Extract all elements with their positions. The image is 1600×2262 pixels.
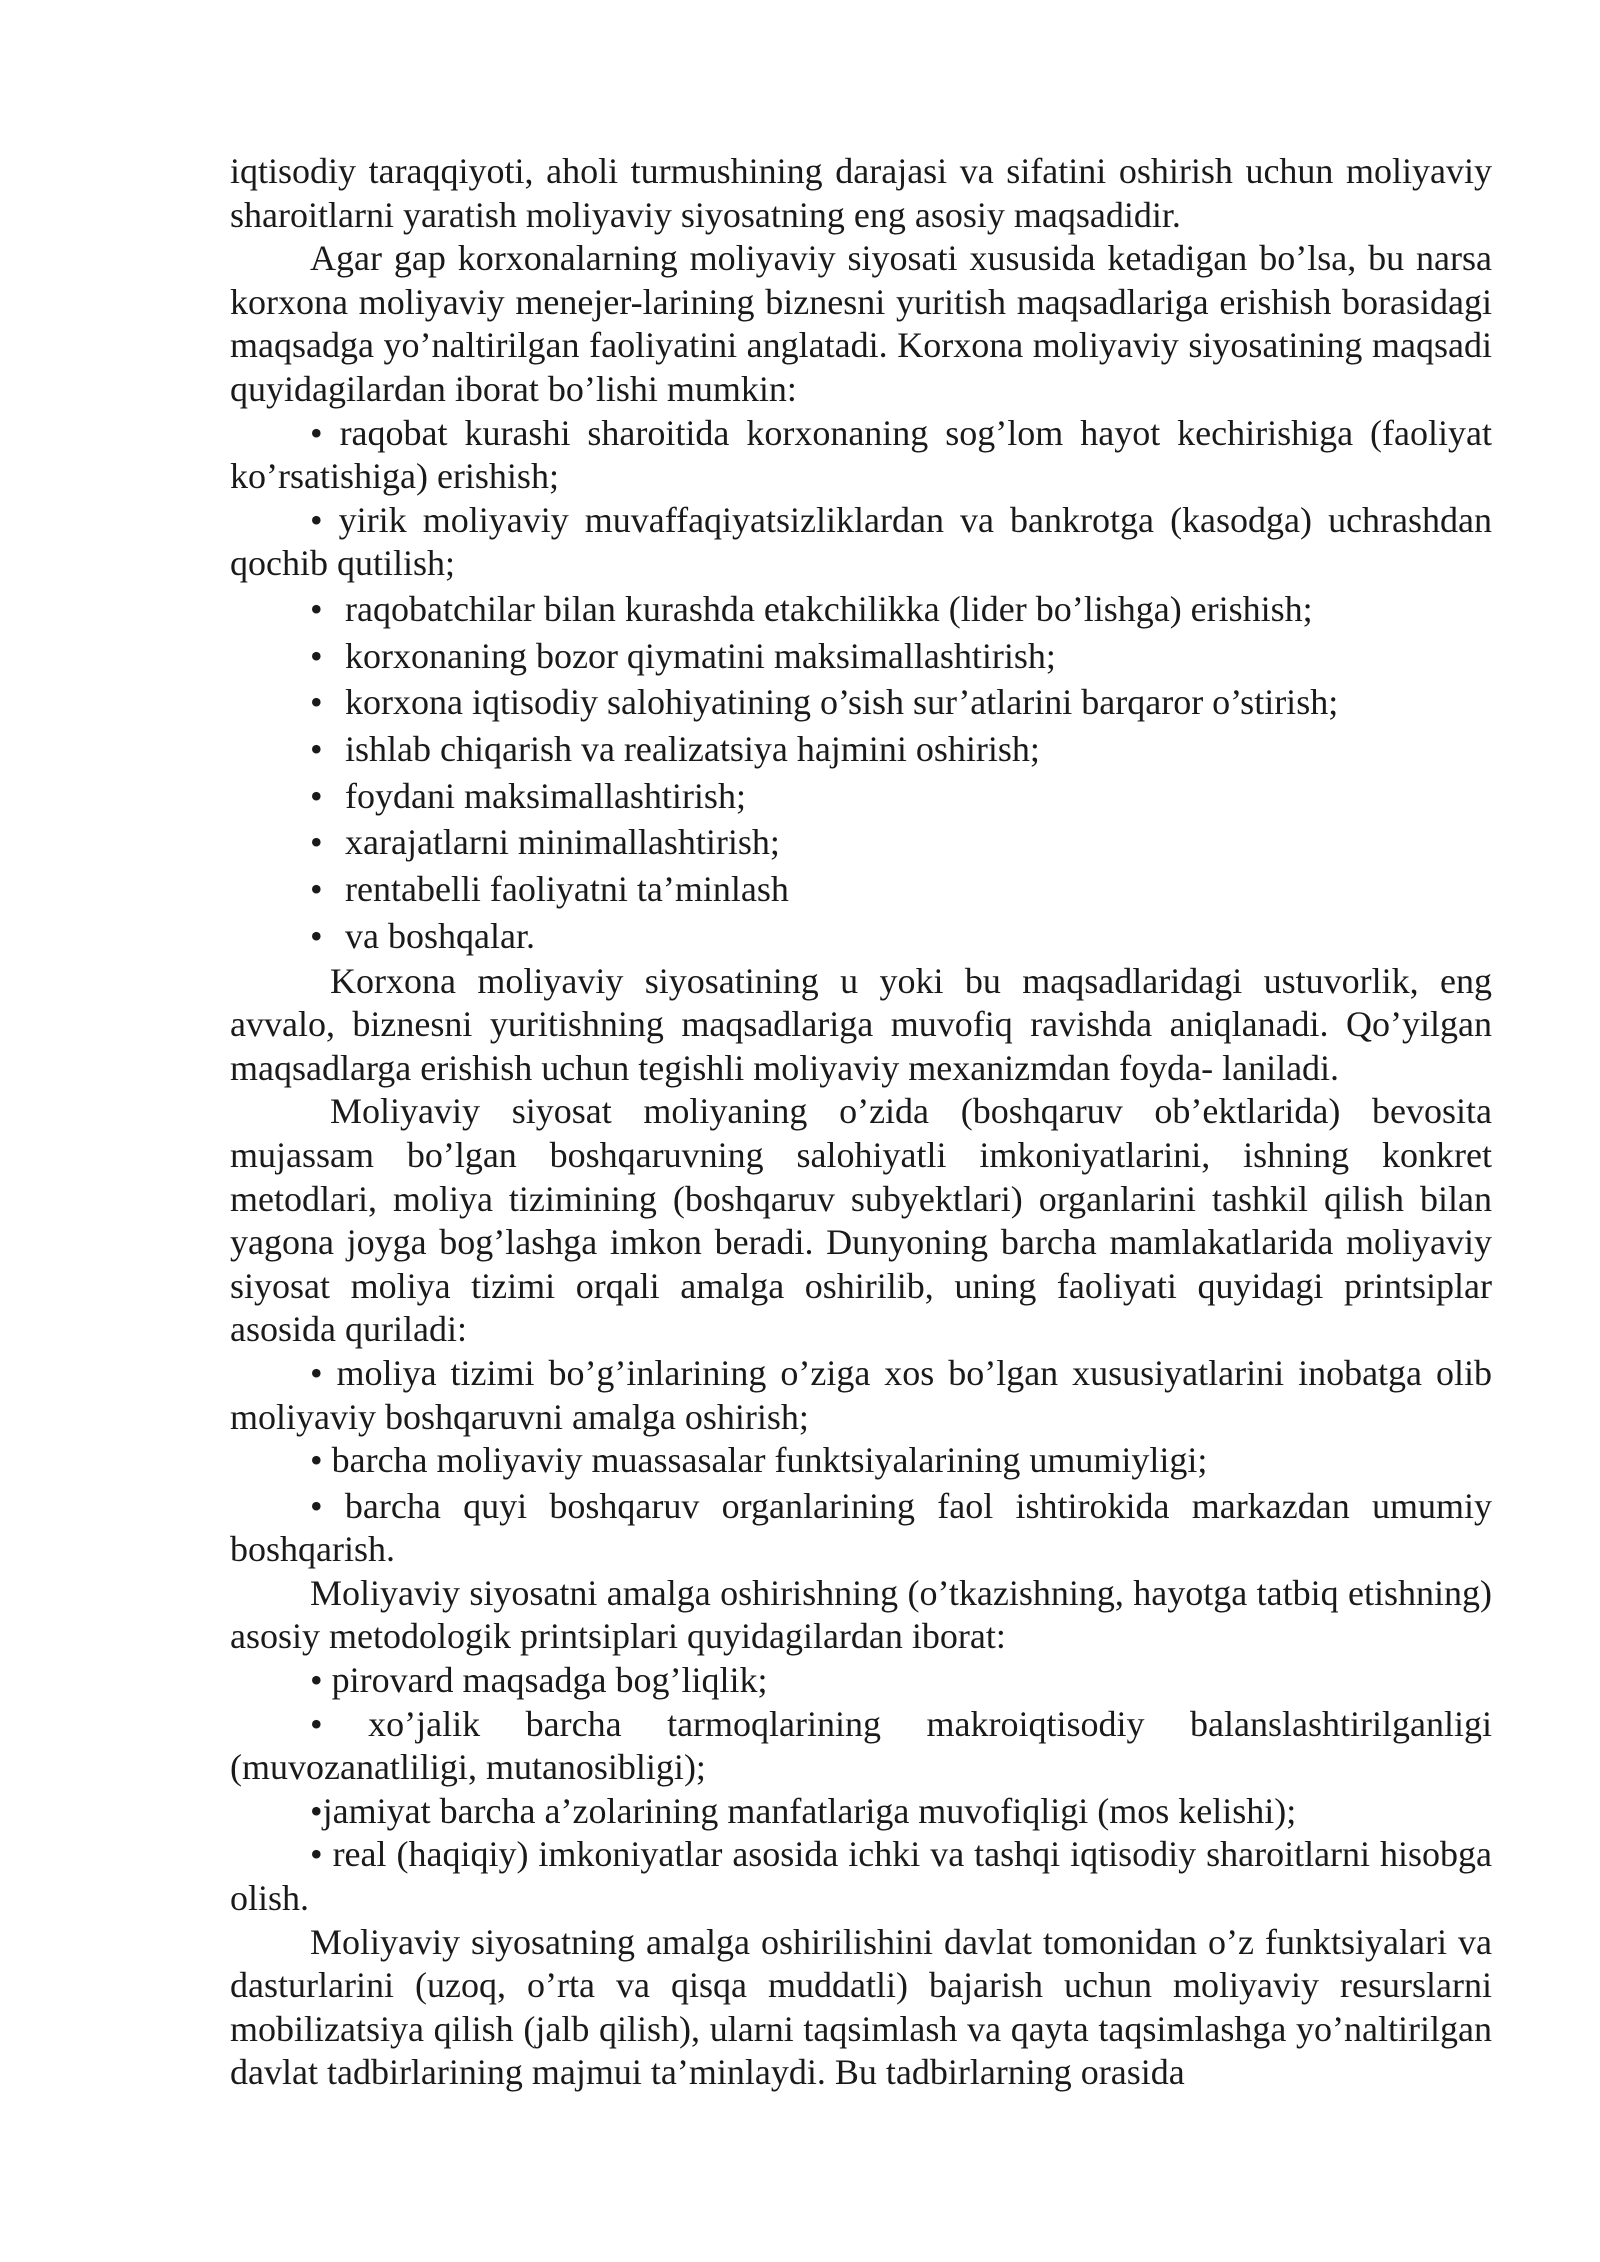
paragraph-methodology: Moliyaviy siyosatni amalga oshirishning (o’tkazishning, hayotga tatbiq etishning) asosiy metodologik printsiplari quyidagilardan iborat: (230, 1572, 1492, 1657)
principle-bullet-1: • moliya tizimi bo’g’inlarining o’ziga xos bo’lgan xususiyatlarini inobatga olib moliyaviy boshqaruvni amalga oshirish; (230, 1352, 1492, 1437)
goals-list (230, 586, 1492, 960)
list-item: • korxonaning bozor qiymatini maksimallashtirish; (230, 633, 1492, 680)
document-page (230, 150, 1492, 2095)
list-item: • rentabelli faoliyatni ta’minlash (230, 866, 1492, 913)
paragraph-enterprise-policy: Agar gap korxonalarning moliyaviy siyosati xususida ketadigan bo’lsa, bu narsa korxona moliyaviy menejer-larining biznesni yuritish maqsadlariga erishish borasidagi maqsadga yo’naltirilgan faoliyatini anglatadi. Korxona moliyaviy siyosatining maqsadi quyidagilardan iborat bo’lishi mumkin: (230, 238, 1492, 409)
bullet-icon: • (310, 588, 323, 629)
list-item: • korxona iqtisodiy salohiyatining o’sish sur’atlarini barqaror o’stirish; (230, 679, 1492, 726)
bullet-icon: • (310, 915, 323, 956)
goal-bullet-avoid-bankruptcy: • yirik moliyaviy muvaffaqiyatsizliklardan va bankrotga (kasodga) uchrashdan qochib qutilish; (230, 499, 1492, 584)
method-bullet-2: • xo’jalik barcha tarmoqlarining makroiqtisodiy balanslashtirilganligi (muvozanatliligi, mutanosibligi); (230, 1703, 1492, 1788)
bullet-icon: • (310, 729, 323, 770)
paragraph-financial-policy: Moliyaviy siyosat moliyaning o’zida (boshqaruv ob’ektlarida) bevosita mujassam bo’lgan boshqaruvning salohiyatli imkoniyatlarini, ishning konkret metodlari, moliya tizimining (boshqaruv subyektlari) organlarini tashkil qilish bilan yagona joyga bog’lashga imkon beradi. Dunyoning barcha mamlakatlarida moliyaviy siyosat moliya tizimi orqali amalga oshirilib, uning faoliyati quyidagi printsiplar asosida quriladi: (230, 1091, 1492, 1350)
bullet-icon: • (310, 682, 323, 723)
list-item: • va boshqalar. (230, 913, 1492, 960)
paragraph-implementation: Moliyaviy siyosatning amalga oshirilishini davlat tomonidan o’z funktsiyalari va dasturlarini (uzoq, o’rta va qisqa muddatli) bajarish uchun moliyaviy resurslarni mobilizatsiya qilish (jalb qilish), ularni taqsimlash va qayta taqsimlashga yo’naltirilgan davlat tadbirlarining majmui ta’minlaydi. Bu tadbirlarning orasida (230, 1921, 1492, 2093)
paragraph-intro: iqtisodiy taraqqiyoti, aholi turmushining darajasi va sifatini oshirish uchun moliyaviy sharoitlarni yaratish moliyaviy siyosatning eng asosiy maqsadidir. (230, 151, 1492, 235)
principle-bullet-3: • barcha quyi boshqaruv organlarining faol ishtirokida markazdan umumiy boshqarish. (230, 1485, 1492, 1570)
list-item: • xarajatlarni minimallashtirish; (230, 819, 1492, 866)
bullet-icon: • (310, 635, 323, 676)
list-item: • ishlab chiqarish va realizatsiya hajmini oshirish; (230, 726, 1492, 773)
goal-bullet-survival: • raqobat kurashi sharoitida korxonaning sog’lom hayot kechirishiga (faoliyat ko’rsatishiga) erishish; (230, 412, 1492, 497)
principle-bullet-2: • barcha moliyaviy muassasalar funktsiyalarining umumiyligi; (310, 1440, 1208, 1481)
bullet-icon: • (310, 822, 323, 863)
bullet-icon: • (310, 775, 323, 816)
method-bullet-4: • real (haqiqiy) imkoniyatlar asosida ichki va tashqi iqtisodiy sharoitlarni hisobga olish. (230, 1834, 1492, 1919)
paragraph-priorities: Korxona moliyaviy siyosatining u yoki bu maqsadlaridagi ustuvorlik, eng avvalo, biznesni yuritishning maqsadlariga muvofiq ravishda aniqlanadi. Qo’yilgan maqsadlarga erishish uchun tegishli moliyaviy mexanizmdan foyda- laniladi. (230, 960, 1492, 1088)
list-item: • foydani maksimallashtirish; (230, 773, 1492, 820)
list-item: • raqobatchilar bilan kurashda etakchilikka (lider bo’lishga) erishish; (230, 586, 1492, 633)
method-bullet-3: •jamiyat barcha a’zolarining manfatlariga muvofiqligi (mos kelishi); (310, 1790, 1297, 1831)
bullet-icon: • (310, 869, 323, 910)
method-bullet-1: • pirovard maqsadga bog’liqlik; (310, 1660, 768, 1701)
